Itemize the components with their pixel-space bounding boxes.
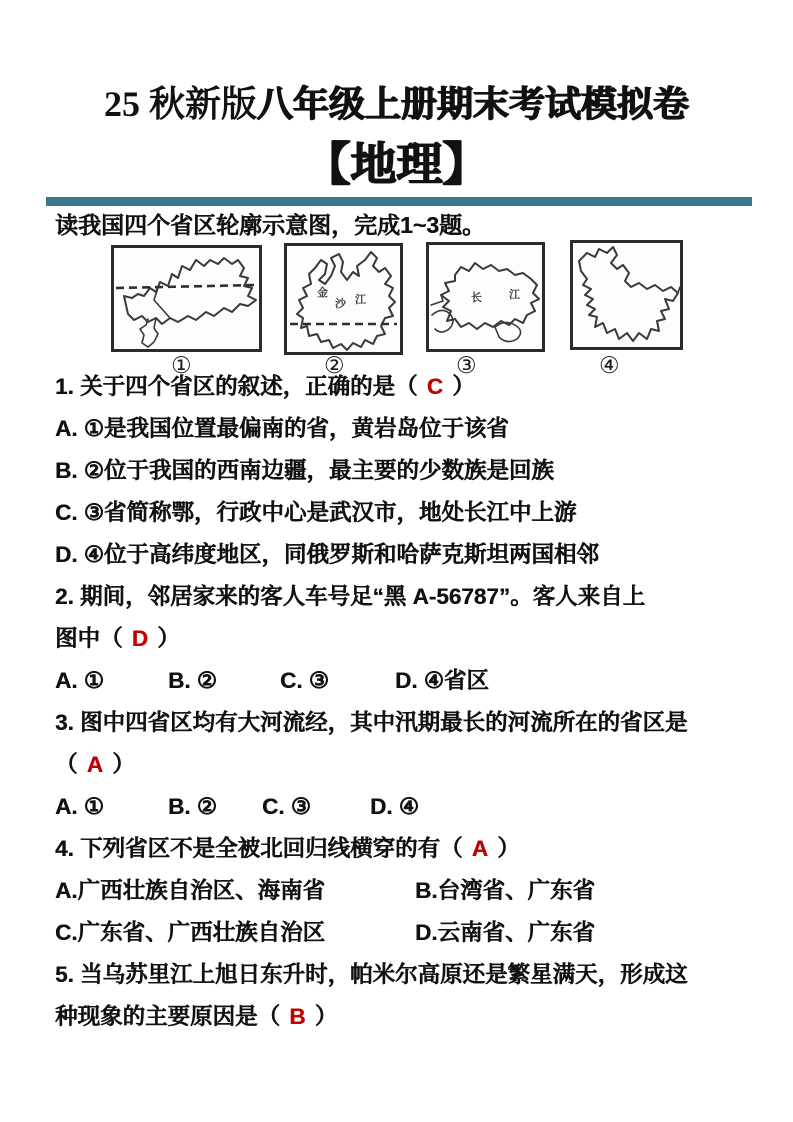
map2-river-char-3: 江 [355, 294, 366, 306]
map2-river-char-1: 金 [317, 287, 328, 299]
q2-option-c: C. ③ [280, 668, 329, 693]
exam-subject: 【地理】 [304, 138, 489, 190]
q1-option-a: A. ①是我国位置最偏南的省，黄岩岛位于该省 [55, 416, 509, 441]
question-4-stem [55, 828, 760, 870]
q1-stem-close: ） [446, 374, 475, 399]
map2-river-char-2: 沙 [335, 298, 346, 310]
accent-divider-bar [46, 197, 752, 206]
q3-stem-text: （ [55, 752, 84, 777]
map3-river-char-2: 江 [509, 289, 520, 301]
q1-option-c: C. ③省简称鄂，行政中心是武汉市，地处长江中上游 [55, 500, 577, 525]
province-outline-3-icon [429, 245, 542, 349]
q5-stem-text: 种现象的主要原因是（ [55, 1004, 287, 1029]
question-2-stem-line1: 2. 期间，邻居家来的客人车号足“黑 A-56787”。客人来自上 [55, 584, 646, 609]
q1-stem-text: 1. 关于四个省区的叙述，正确的是（ [55, 374, 424, 399]
intro-text: 读我国四个省区轮廓示意图，完成1~3题。 [55, 212, 486, 238]
province-maps-figure [111, 240, 691, 385]
map-box-3 [426, 242, 545, 352]
q1-answer: C [426, 374, 444, 399]
question-5-stem-line1: 5. 当乌苏里江上旭日东升时，帕米尔高原还是繁星满天，形成这 [55, 962, 688, 987]
q2-stem-text: 图中（ [55, 626, 129, 651]
map-box-1 [111, 245, 262, 352]
q4-stem-close: ） [491, 836, 520, 861]
q3-option-c: C. ③ [262, 794, 311, 819]
q3-answer: A [86, 752, 104, 777]
q3-option-a: A. ① [55, 794, 104, 819]
question-5-stem-line2 [55, 996, 760, 1038]
province-outline-1-icon [114, 248, 259, 349]
question-1-stem [55, 366, 760, 408]
q4-option-b: B.台湾省、广东省 [415, 878, 596, 903]
q1-option-d: D. ④位于高纬度地区，同俄罗斯和哈萨克斯坦两国相邻 [55, 542, 599, 567]
q2-option-b: B. ② [168, 668, 217, 693]
q5-stem-close: ） [308, 1004, 338, 1029]
q2-stem-close: ） [151, 626, 180, 651]
question-3-stem-line2 [55, 744, 760, 786]
questions-block [55, 366, 760, 1038]
q1-option-b: B. ②位于我国的西南边疆，最主要的少数族是回族 [55, 458, 554, 483]
map-label-3: ③ [456, 352, 477, 378]
q2-option-d: D. ④省区 [395, 668, 489, 693]
q5-answer: B [289, 1004, 306, 1029]
q4-answer: A [471, 836, 489, 861]
province-outline-2-icon [287, 246, 400, 352]
q4-option-c: C.广东省、广西壮族自治区 [55, 920, 326, 945]
map3-river-char-1: 长 [471, 292, 482, 304]
q4-option-d: D.云南省、广东省 [415, 920, 596, 945]
q4-options-row-2 [55, 912, 760, 954]
q3-option-b: B. ② [168, 794, 217, 819]
map-label-2: ② [324, 352, 345, 378]
q4-option-a: A.广西壮族自治区、海南省 [55, 878, 326, 903]
q4-options-row-1 [55, 870, 760, 912]
exam-title [0, 76, 793, 127]
q4-stem-text: 4. 下列省区不是全被北回归线横穿的有（ [55, 836, 469, 861]
map-label-4: ④ [599, 352, 620, 378]
q2-answer: D [131, 626, 149, 651]
map-box-4 [570, 240, 683, 350]
q2-options-row [55, 660, 760, 702]
question-3-stem-line1: 3. 图中四省区均有大河流经，其中汛期最长的河流所在的省区是 [55, 710, 688, 735]
map-box-2 [284, 243, 403, 355]
q3-option-d: D. ④ [370, 794, 419, 819]
exam-title-main: 八年级上册期末考试模拟卷 [257, 83, 690, 124]
province-outline-4-icon [573, 243, 680, 347]
question-2-stem-line2 [55, 618, 760, 660]
q3-options-row [55, 786, 760, 828]
q3-stem-close: ） [106, 752, 135, 777]
map-label-1: ① [171, 352, 192, 378]
exam-title-prefix: 25 秋新版 [103, 84, 257, 124]
q2-option-a: A. ① [55, 668, 104, 693]
